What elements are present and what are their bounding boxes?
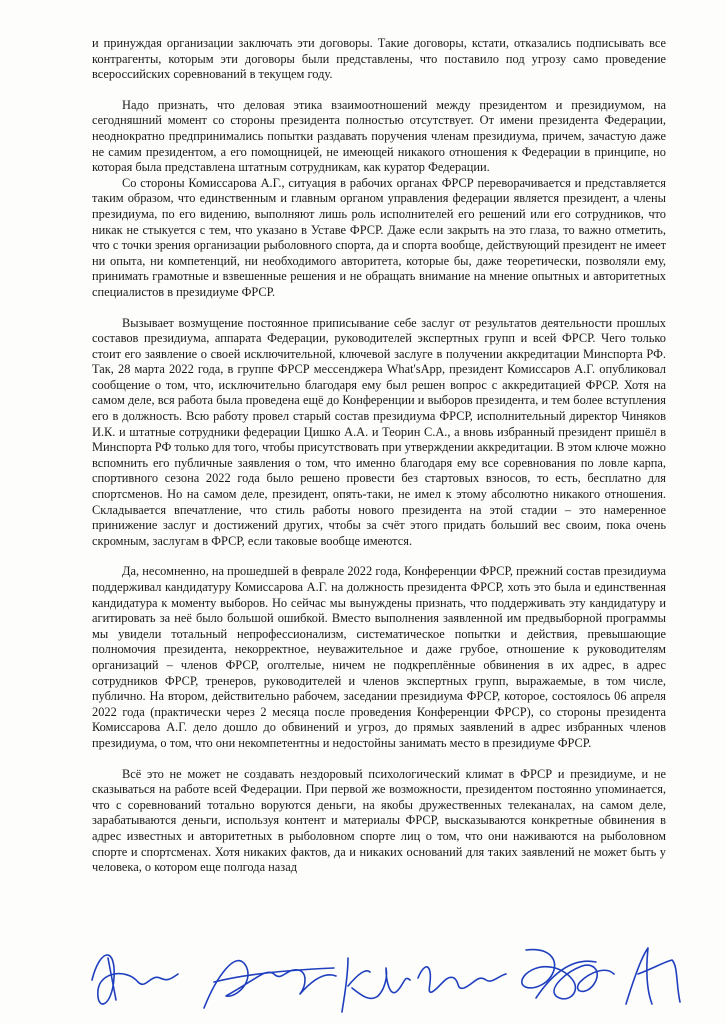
- document-body: [92, 36, 666, 876]
- handwritten-signatures: [86, 938, 686, 1018]
- paragraph-6: Всё это не может не создавать нездоровый психологический климат в ФРСР и президиуме, и не сказываться на работе всей Федерации. При первой же возможности, президентом постоянно упоминается, что с соревнований тотально воруются деньги, на якобы дружественных телеканалах, на самом деле, зарабатываются деньги, используя контент и материалы ФРСР, высказываются конкретные обвинения в адрес известных и авторитетных в рыболовном спорте лиц о том, что они наживаются на рыболовном спорте и спортсменах. Хотя никаких фактов, да и никаких оснований для таких заявлений не может быть у человека, о котором еще полгода назад: [92, 766, 666, 875]
- paragraph-4: Вызывает возмущение постоянное приписывание себе заслуг от результатов деятельности прошлых составов президиума, аппарата Федерации, руководителей экспертных групп и всей ФРСР. Чего только стоит его заявление о своей исключительной, ключевой заслуге в получении аккредитации Минспорта РФ. Так, 28 марта 2022 года, в группе ФРСР мессенджера What'sApp, президент Комиссаров А.Г. опубликовал сообщение о том, что, исключительно благодаря ему был решен вопрос с аккредитацией ФРСР. Хотя на самом деле, вся работа была проведена ещё до Конференции и выборов президента, и тем более вступления его в должность. Всю работу провел старый состав президиума ФРСР, исполнительный директор Чиняков И.К. и штатные сотрудники федерации Цишко А.А. и Теорин С.А., а вновь избранный президент пришёл в Минспорта РФ только для того, чтобы присутствовать при утверждении аккредитации. В этом ключе можно вспомнить его публичные заявления о том, что именно благодаря ему все соревнования по ловле карпа, спортивного сезона 2022 года было решено провести без стартовых взносов, то есть, бесплатно для спортсменов. Но на самом деле, президент, опять-таки, не имел к этому абсолютно никакого отношения. Складывается впечатление, что стиль работы нового президента на этой стадии – это намеренное принижение заслуг и достижений других, чтобы за счёт этого придать больший вес своим, пока очень скромным, заслугам в ФРСР, если таковые вообще имеются.: [92, 315, 666, 548]
- paragraph-2: Надо признать, что деловая этика взаимоотношений между президентом и президиумом, на сегодняшний момент со стороны президента полностью отсутствует. От имени президента Федерации, неоднократно предпринимались попытки раздавать поручения членам президиума, причем, зачастую даже не самим президентом, а его помощницей, не имеющей никакого отношения к Федерации в принципе, но которая была представлена штатным сотрудникам, как куратор Федерации.: [92, 97, 666, 175]
- paragraph-5: Да, несомненно, на прошедшей в феврале 2022 года, Конференции ФРСР, прежний состав президиума поддерживал кандидатуру Комиссарова А.Г. на должность президента ФРСР, хоть это была и единственная кандидатура к моменту выборов. Но сейчас мы вынуждены признать, что поддерживать эту кандидатуру и агитировать за неё было большой ошибкой. Вместо выполнения заявленной им предвыборной программы мы увидели тотальный непрофессионализм, систематическое попытки и действия, превышающие полномочия президента, некорректное, неуважительное и даже грубое, отношение к руководителям организаций – членов ФРСР, оголтелые, ничем не подкреплённые обвинения в их адрес, в адрес сотрудников ФРСР, тренеров, руководителей и членов экспертных групп, выражаемые, в том числе, публично. На втором, действительно рабочем, заседании президиума ФРСР, которое, состоялось 06 апреля 2022 года (практически через 2 месяца после проведения Конференции ФРСР), со стороны президента Комиссарова А.Г. дело дошло до обвинений и угроз, до прямых заявлений в адрес избранных членов президиума, о том, что они некомпетентны и недостойны занимать место в президиуме ФРСР.: [92, 564, 666, 750]
- signatures: [86, 938, 686, 1018]
- signature-4: [522, 950, 614, 999]
- signature-3: [342, 958, 506, 1012]
- paragraph-3: Со стороны Комиссарова А.Г., ситуация в рабочих органах ФРСР переворачивается и представляется таким образом, что единственным и главным органом управления федерации является президент, а члены президиума, по его видению, выполняют лишь роль исполнителей его решений или его сотрудников, что никак не стыкуется с тем, что указано в Уставе ФРСР. Даже если закрыть на это глаза, то важно отметить, что с точки зрения организации рыболовного спорта, да и спорта вообще, действующий президент не имеет ни опыта, ни компетенций, ни необходимого авторитета, которые бы, даже теоретически, позволяли ему, принимать грамотные и взвешенные решения и не обращать внимание на мнение опытных и авторитетных специалистов в президиуме ФРСР.: [92, 175, 666, 299]
- signature-2: [204, 961, 336, 1008]
- paragraph-1: и принуждая организации заключать эти договоры. Такие договоры, кстати, отказались подписывать все контрагенты, которым эти договоры были представлены, что поставило под угрозу само проведение всероссийских соревнований в текущем году.: [92, 36, 666, 82]
- signature-5: [626, 948, 680, 1004]
- signature-1: [92, 955, 178, 1004]
